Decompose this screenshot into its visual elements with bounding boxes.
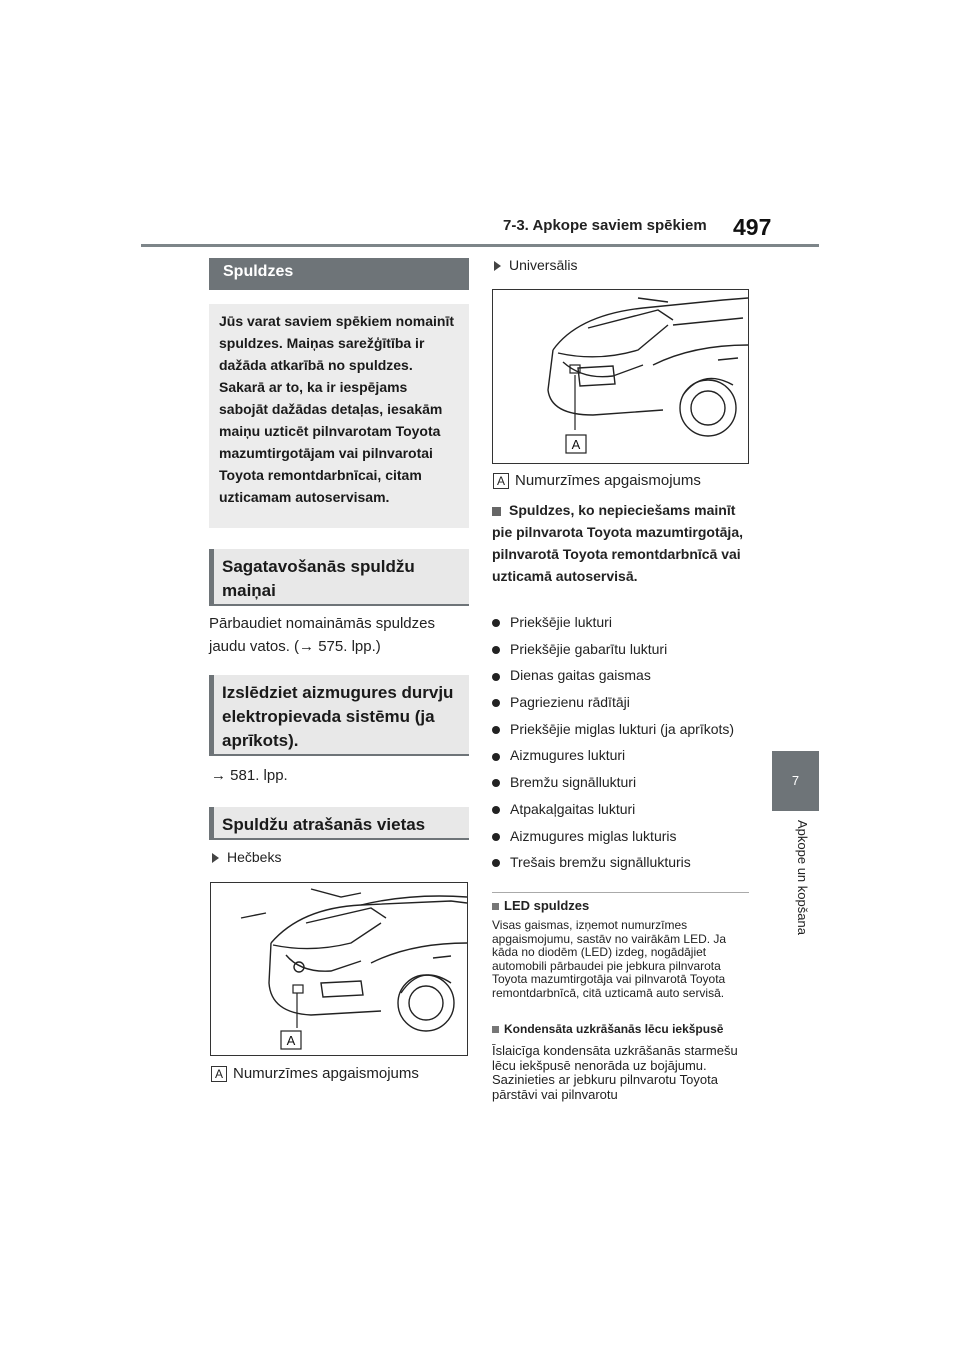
section-title: 7-3. Apkope saviem spēkiem — [503, 217, 707, 234]
list-item-text: Aizmugures miglas lukturis — [510, 827, 677, 844]
bulb-list — [492, 611, 748, 878]
bullet-icon — [492, 779, 500, 787]
bullet-icon — [492, 699, 500, 707]
bullet-icon — [492, 753, 500, 761]
list-item-text: Pagriezienu rādītāji — [510, 694, 630, 711]
dealer-heading — [492, 499, 747, 587]
variant-wagon — [494, 257, 577, 273]
caption-hatchback — [211, 1065, 419, 1082]
list-item-text: Trešais bremžu signāllukturis — [510, 854, 691, 871]
para-door: → 581. lpp. — [211, 767, 288, 784]
chapter-tab: 7 — [772, 751, 819, 811]
figure-label-a: A — [286, 1033, 296, 1048]
list-item-text: Aizmugures lukturi — [510, 747, 626, 764]
header-rule — [141, 244, 819, 247]
list-item-text: Atpakaļgaitas lukturi — [510, 800, 636, 817]
bullet-icon — [492, 726, 500, 734]
bulbs-box-body: Jūs varat saviem spēkiem nomainīt spuldzes. Maiņas sarežģītība ir dažāda atkarībā no spuldzes. Sakarā ar to, ka ir iespējams sabojāt dažādas detaļas, iesakām maiņu uzticēt pilnvarotam Toyota mazumtirgotājam vai pilnvarotai Toyota remontdarbnīcai, citam uzticamam autoservisam. — [209, 304, 469, 528]
caption-wagon — [493, 472, 701, 489]
bullet-icon — [492, 806, 500, 814]
list-item — [492, 851, 748, 878]
list-item — [492, 798, 748, 825]
caption-label-a: A — [211, 1066, 227, 1082]
list-item — [492, 718, 748, 745]
list-item — [492, 691, 748, 718]
dealer-heading-text: Spuldzes, ko nepieciešams mainīt pie pilnvarota Toyota mazumtirgotāja, pilnvarotā Toyota remontdarbnīcā vai uzticamā autoservisā. — [492, 502, 744, 584]
list-item-text: Bremžu signāllukturi — [510, 774, 637, 791]
caption-text: Numurzīmes apgaismojums — [515, 472, 701, 489]
bullet-icon — [492, 646, 500, 654]
note-condensation-title-text: Kondensāta uzkrāšanās lēcu iekšpusē — [504, 1022, 724, 1036]
chapter-title: Apkope un kopšana — [795, 820, 810, 935]
bullet-icon — [492, 619, 500, 627]
triangle-icon — [494, 261, 501, 271]
note-divider — [492, 892, 749, 893]
caption-text: Numurzīmes apgaismojums — [233, 1065, 419, 1082]
list-item — [492, 744, 748, 771]
page-number: 497 — [733, 214, 772, 240]
figure-label-a: A — [571, 437, 581, 452]
bullet-icon — [492, 833, 500, 841]
bullet-icon — [492, 673, 500, 681]
bullet-icon — [492, 859, 500, 867]
heading-door: Izslēdziet aizmugures durvju elektropievada sistēmu (ja aprīkots). — [209, 675, 469, 756]
square-bullet-icon — [492, 507, 501, 516]
note-led-body: Visas gaismas, izņemot numurzīmes apgaismojumu, sastāv no vairākām LED. Ja kāda no diodēm (LED) izdeg, nogādājiet automobili pārbaudei pie jebkura pilnvarota Toyota mazumtirgotāja vai pilnvarotā Toyota remontdarbnīcā, citā uzticamā auto servisā. — [492, 918, 727, 1000]
list-item-text: Dienas gaitas gaismas — [510, 667, 651, 684]
list-item — [492, 825, 748, 852]
note-led-title — [492, 898, 589, 913]
hatchback-figure — [210, 882, 468, 1056]
variant-hatchback-label: Hečbeks — [227, 849, 282, 865]
list-item — [492, 611, 748, 638]
square-bullet-icon — [492, 903, 499, 910]
list-item-text: Priekšējie gabarītu lukturi — [510, 640, 668, 657]
note-led-title-text: LED spuldzes — [504, 898, 590, 913]
caption-label-a: A — [493, 473, 509, 489]
wagon-rear-illustration — [493, 290, 748, 463]
wagon-figure — [492, 289, 749, 464]
hatchback-rear-illustration — [211, 883, 467, 1055]
list-item — [492, 771, 748, 798]
list-item-text: Priekšējie miglas lukturi (ja aprīkots) — [510, 720, 735, 737]
list-item — [492, 638, 748, 665]
bulbs-box-title: Spuldzes — [209, 258, 469, 290]
heading-locations: Spuldžu atrašanās vietas — [209, 807, 469, 840]
heading-prep: Sagatavošanās spuldžu maiņai — [209, 549, 469, 606]
note-condensation-body: Īslaicīga kondensāta uzkrāšanās starmešu lēcu iekšpusē nenorāda uz bojājumu. Sazinieties ar jebkuru pilnvarotu Toyota pārstāvi vai pilnvarotu — [492, 1043, 738, 1102]
list-item — [492, 664, 748, 691]
note-condensation-title — [492, 1022, 723, 1036]
square-bullet-icon — [492, 1026, 499, 1033]
variant-wagon-label: Universālis — [509, 257, 578, 273]
variant-hatchback — [212, 849, 281, 865]
list-item-text: Priekšējie lukturi — [510, 614, 612, 630]
para-prep: Pārbaudiet nomaināmās spuldzes jaudu vatos. (→ 575. lpp.) — [209, 615, 435, 655]
triangle-icon — [212, 853, 219, 863]
